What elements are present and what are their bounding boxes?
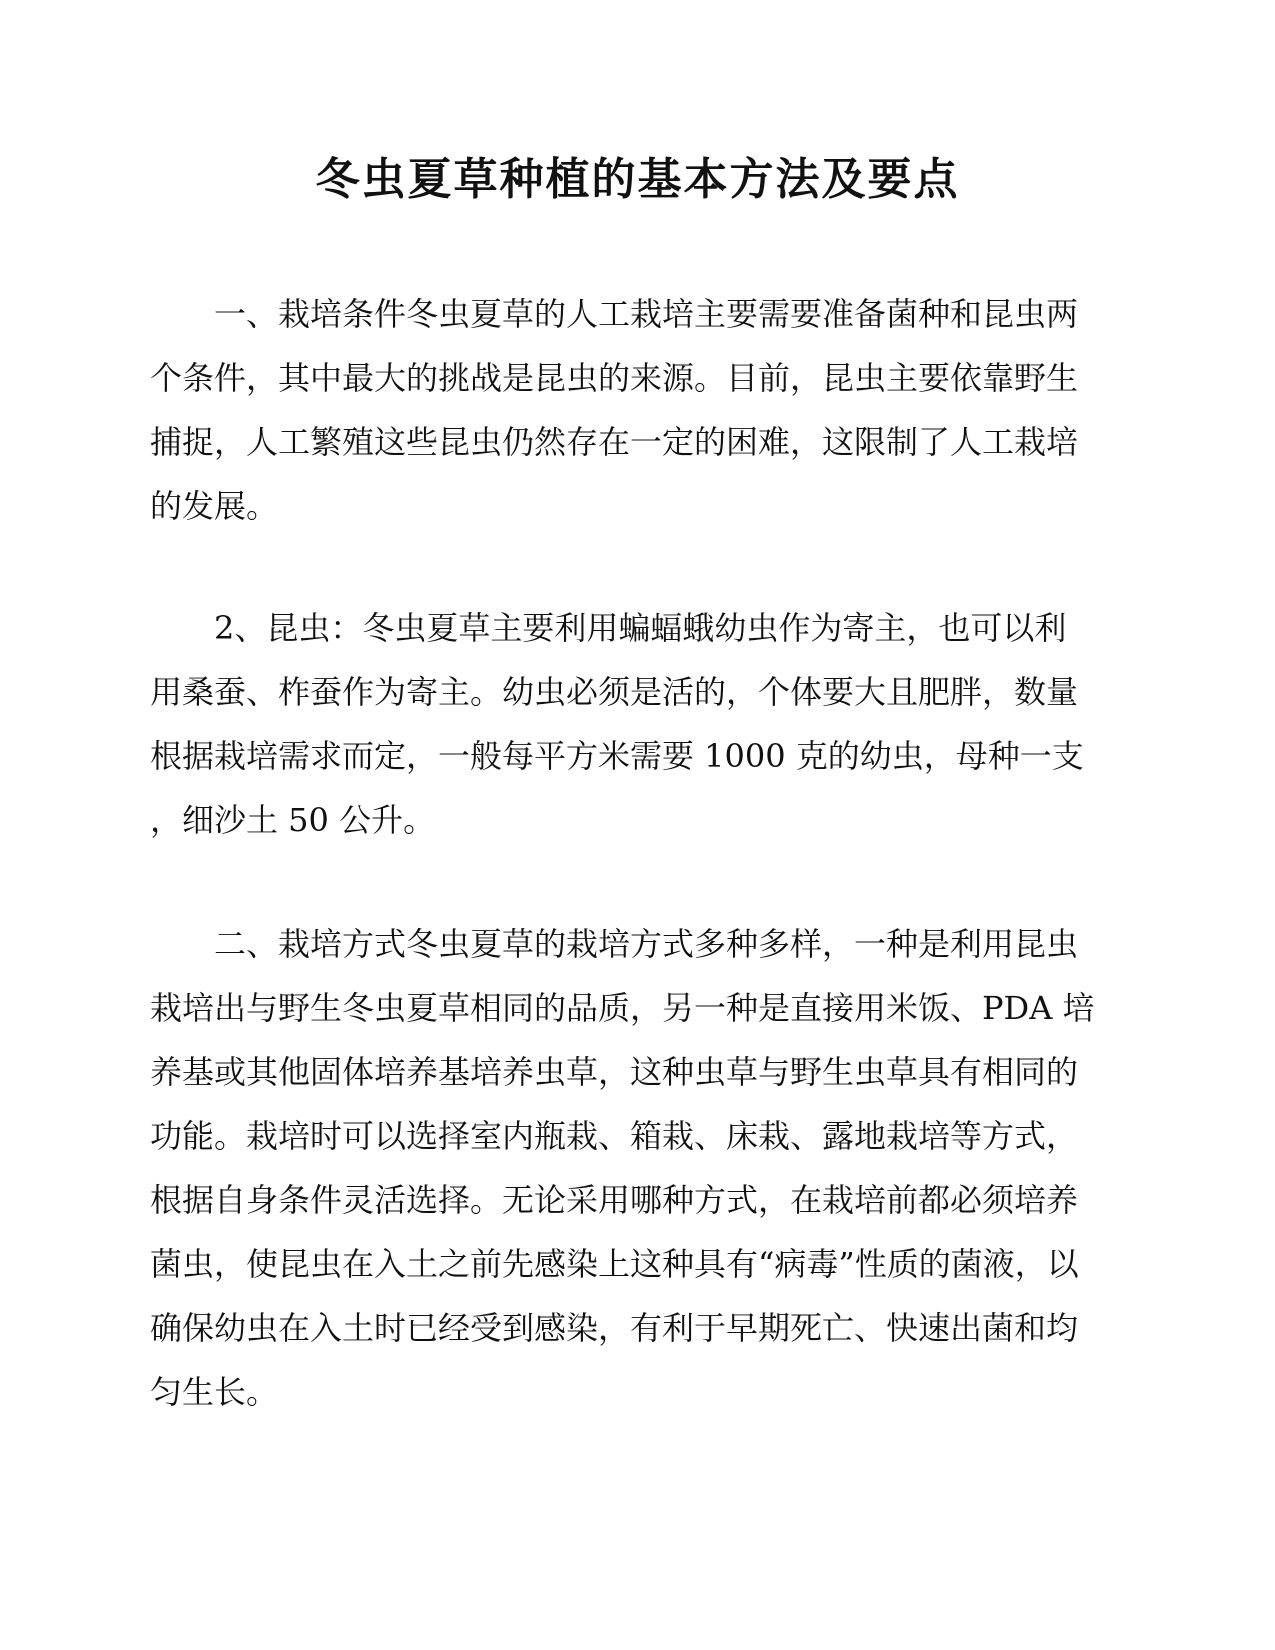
paragraph-line: 功能。栽培时可以选择室内瓶栽、箱栽、床栽、露地栽培等方式， bbox=[150, 1117, 1079, 1155]
paragraph-line: 养基或其他固体培养基培养虫草，这种虫草与野生虫草具有相同的 bbox=[150, 1053, 1079, 1091]
paragraph-line: 根据自身条件灵活选择。无论采用哪种方式，在栽培前都必须培养 bbox=[150, 1181, 1079, 1219]
paragraph-line: 栽培出与野生冬虫夏草相同的品质，另一种是直接用米饭、PDA 培 bbox=[150, 989, 1095, 1027]
paragraph-line: 用桑蚕、柞蚕作为寄主。幼虫必须是活的，个体要大且肥胖，数量 bbox=[150, 673, 1079, 711]
paragraph-line: 确保幼虫在入土时已经受到感染，有利于早期死亡、快速出菌和均 bbox=[150, 1309, 1079, 1347]
paragraph-line: 2、昆虫：冬虫夏草主要利用蝙蝠蛾幼虫作为寄主，也可以利 bbox=[214, 609, 1067, 647]
document-title: 冬虫夏草种植的基本方法及要点 bbox=[315, 154, 960, 205]
paragraph-line: 根据栽培需求而定，一般每平方米需要 1000 克的幼虫，母种一支 bbox=[150, 737, 1084, 775]
paragraph-line: 二、栽培方式冬虫夏草的栽培方式多种多样，一种是利用昆虫 bbox=[214, 925, 1079, 963]
paragraph-line: 一、栽培条件冬虫夏草的人工栽培主要需要准备菌种和昆虫两 bbox=[214, 295, 1079, 333]
paragraph-line: 菌虫，使昆虫在入土之前先感染上这种具有“病毒”性质的菌液，以 bbox=[150, 1245, 1079, 1283]
paragraph-line: 匀生长。 bbox=[150, 1373, 279, 1411]
paragraph-cultivation-methods bbox=[150, 912, 1110, 1424]
paragraph-insects bbox=[150, 596, 1110, 852]
paragraph-cultivation-conditions bbox=[150, 282, 1110, 538]
paragraph-line: 捕捉，人工繁殖这些昆虫仍然存在一定的困难，这限制了人工栽培 bbox=[150, 423, 1079, 461]
paragraph-line: 个条件，其中最大的挑战是昆虫的来源。目前，昆虫主要依靠野生 bbox=[150, 359, 1079, 397]
paragraph-line: ，细沙土 50 公升。 bbox=[150, 801, 436, 839]
paragraph-line: 的发展。 bbox=[150, 487, 279, 525]
